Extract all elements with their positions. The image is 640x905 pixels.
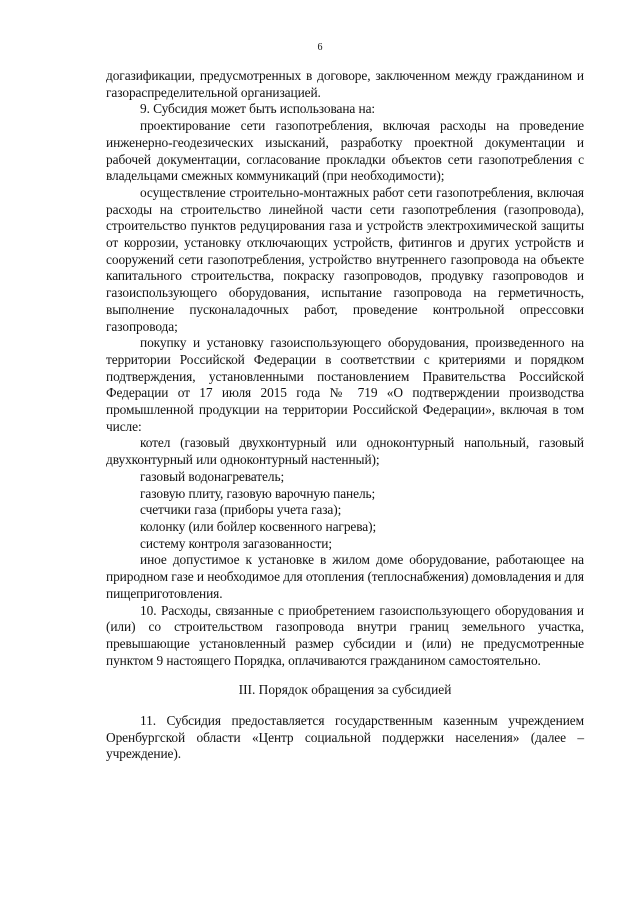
list-item-gas-meters: счетчики газа (приборы учета газа); [140,502,342,518]
paragraph-item-10: 10. Расходы, связанные с приобретением газоиспользующего оборудования и (или) со строительством газопровода внутри границ земельного участка, превышающие установленный размер субсидии и (или) не предусмотренные пунктом 9 настоящего Порядка, оплачиваются гражданином самостоятельно. [106,602,584,668]
list-item-gas-control: систему контроля загазованности; [140,535,332,551]
paragraph-equipment: покупку и установку газоиспользующего оборудования, произведенного на территории Российской Федерации в соответствии с критериями и порядком подтверждения, установленными постановлением Правительства Российской Федерации от 17 июля 2015 года № 719 «О подтверждении производства промышленной продукции на территории Российской Федерации», включая в том числе: [106,335,584,434]
list-item-other-equipment: иное допустимое к установке в жилом доме оборудование, работающее на природном газе и необходимое для отопления (теплоснабжения) домовладения и для пищеприготовления. [106,552,584,601]
paragraph-item-11: 11. Субсидия предоставляется государственным казенным учреждением Оренбургской области «Центр социальной поддержки населения» (далее – учреждение). [106,713,584,762]
list-item-boiler: котел (газовый двухконтурный или одноконтурный напольный, газовый двухконтурный или одноконтурный настенный); [106,435,584,468]
list-item-stove: газовую плиту, газовую варочную панель; [140,485,376,501]
list-item-water-heater: газовый водонагреватель; [140,468,285,484]
section-heading: III. Порядок обращения за субсидией [238,682,452,698]
paragraph-design: проектирование сети газопотребления, включая расходы на проведение инженерно-геодезических изысканий, разработку проектной документации и рабочей документации, согласование прокладки объектов сети газопотребления с владельцами смежных коммуникаций (при необходимости); [106,118,584,184]
document-body [106,68,584,763]
paragraph-item-9: 9. Субсидия может быть использована на: [140,101,376,117]
list-item-column: колонку (или бойлер косвенного нагрева); [140,518,377,534]
page-number: 6 [317,42,323,53]
paragraph-construction: осуществление строительно-монтажных работ сети газопотребления, включая расходы на строительство линейной части сети газопотребления (газопровода), строительство пунктов редуцирования газа и устройств электрохимической защиты от коррозии, установку отключающих устройств, фитингов и других устройств и сооружений сети газопотребления, устройство внутреннего газопровода на объекте капитального строительства, покраску газопроводов, продувку газопроводов и газоиспользующего оборудования, испытание газопровода на герметичность, выполнение пусконаладочных работ, проведение контрольной опрессовки газопровода; [106,184,584,334]
paragraph-continuation: догазификации, предусмотренных в договоре, заключенном между гражданином и газораспределительной организацией. [106,68,584,100]
